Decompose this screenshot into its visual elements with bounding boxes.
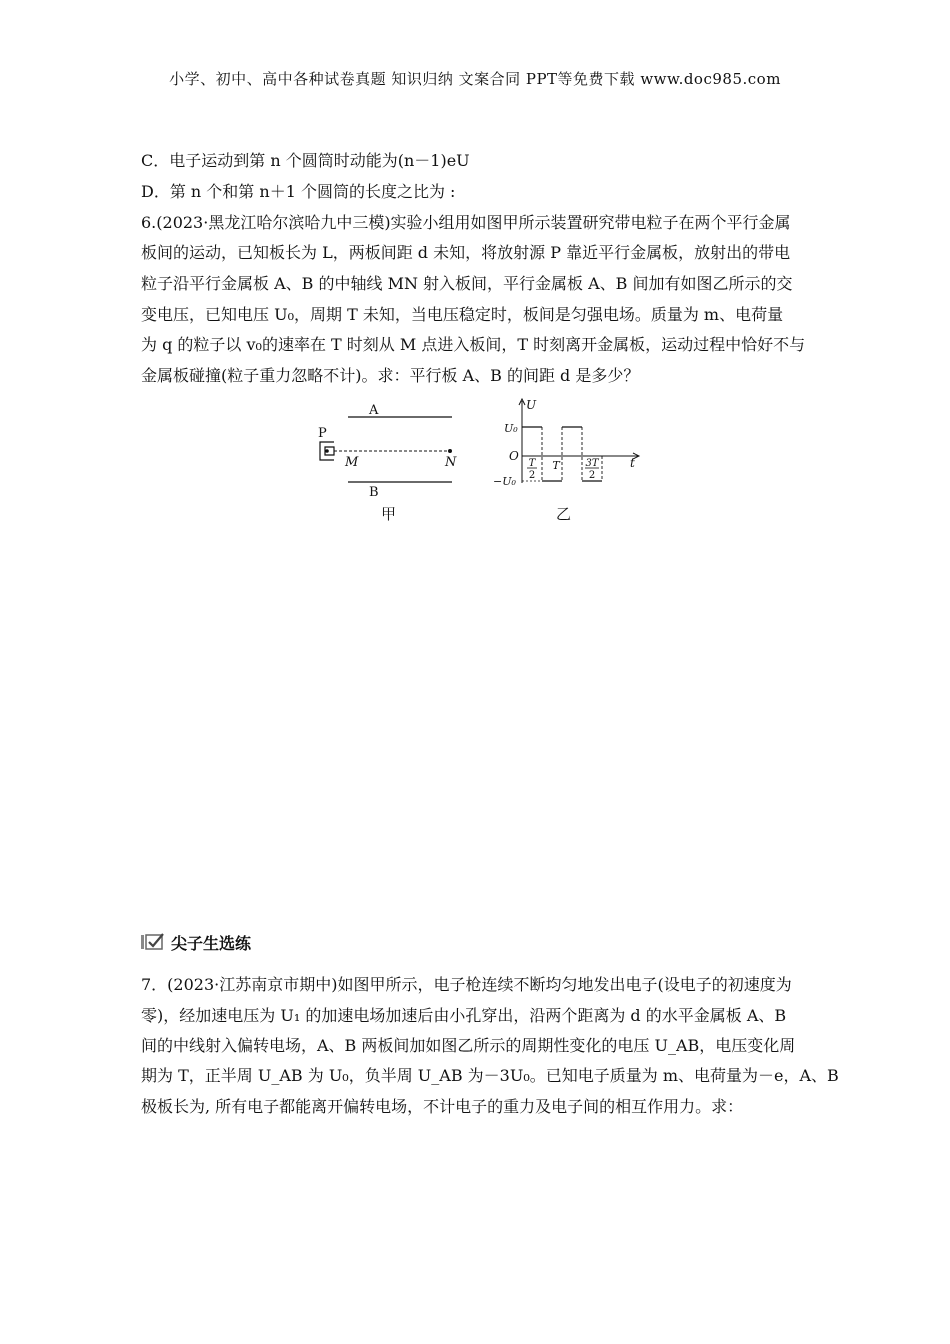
axis-t-label: t: [630, 456, 635, 470]
figure-jia-caption: 甲: [381, 505, 397, 523]
question-6-line-1: 6.(2023·黑龙江哈尔滨哈九中三模)实验小组用如图甲所示装置研究带电粒子在两个平行金属: [141, 213, 791, 232]
neg-u0-label: −U₀: [493, 475, 516, 488]
t-half-num: T: [528, 458, 536, 469]
section-header: [141, 928, 276, 956]
checkmark-badge-icon: [141, 932, 165, 952]
question-7-line-3: 间的中线射入偏转电场，A、B 两板间加如图乙所示的周期性变化的电压 U_AB，电压变化周: [141, 1036, 796, 1055]
question-6-line-6: 金属板碰撞(粒子重力忽略不计)。求：平行板 A、B 的间距 d 是多少？: [141, 366, 640, 385]
point-m-label: M: [345, 455, 359, 470]
t-half-den: 2: [528, 470, 536, 481]
point-n-label: N: [445, 455, 457, 470]
pos-u0-label: U₀: [504, 422, 518, 435]
t-3half-num: 3T: [585, 458, 599, 469]
plate-b-label: B: [369, 485, 379, 500]
section-title: 尖子生选练: [171, 933, 252, 953]
plate-a-label: A: [369, 403, 379, 418]
t-3half-den: 2: [588, 470, 596, 481]
question-6-line-4: 变电压，已知电压 U₀，周期 T 未知，当电压稳定时，板间是匀强电场。质量为 m、电荷量: [141, 305, 784, 324]
question-7-line-4: 期为 T，正半周 U_AB 为 U₀，负半周 U_AB 为－3U₀。已知电子质量为 m、电荷量为－e，A、B: [141, 1066, 839, 1085]
question-7-line-2: 零)，经加速电压为 U₁ 的加速电场加速后由小孔穿出，沿两个距离为 d 的水平金属板 A、B: [141, 1006, 787, 1025]
figure-yi-caption: 乙: [556, 505, 572, 523]
question-7-line-5: 极板长为, 所有电子都能离开偏转电场，不计电子的重力及电子间的相互作用力。求：: [141, 1097, 744, 1116]
question-6-line-3: 粒子沿平行金属板 A、B 的中轴线 MN 射入板间，平行金属板 A、B 间加有如图乙所示的交: [141, 274, 793, 293]
t-full-label: T: [552, 459, 560, 472]
question-6-line-5: 为 q 的粒子以 v₀的速率在 T 时刻从 M 点进入板间，T 时刻离开金属板，运动过程中恰好不与: [141, 335, 806, 354]
origin-label: O: [509, 449, 519, 463]
page-header: 小学、初中、高中各种试卷真题 知识归纳 文案合同 PPT等免费下载 www.doc985.com: [169, 70, 781, 88]
figure-yi: [490, 395, 650, 495]
axis-u-label: U: [526, 398, 537, 412]
figure-jia: [312, 400, 462, 500]
question-6-line-2: 板间的运动，已知板长为 L，两板间距 d 未知，将放射源 P 靠近平行金属板，放射出的带电: [141, 243, 791, 262]
option-c: C．电子运动到第 n 个圆筒时动能为(n－1)eU: [141, 151, 470, 170]
source-p-label: P: [318, 426, 327, 441]
option-d: D．第 n 个和第 n＋1 个圆筒的长度之比为 :: [141, 182, 456, 201]
question-7-line-1: 7．(2023·江苏南京市期中)如图甲所示，电子枪连续不断均匀地发出电子(设电子的初速度为: [141, 975, 792, 994]
